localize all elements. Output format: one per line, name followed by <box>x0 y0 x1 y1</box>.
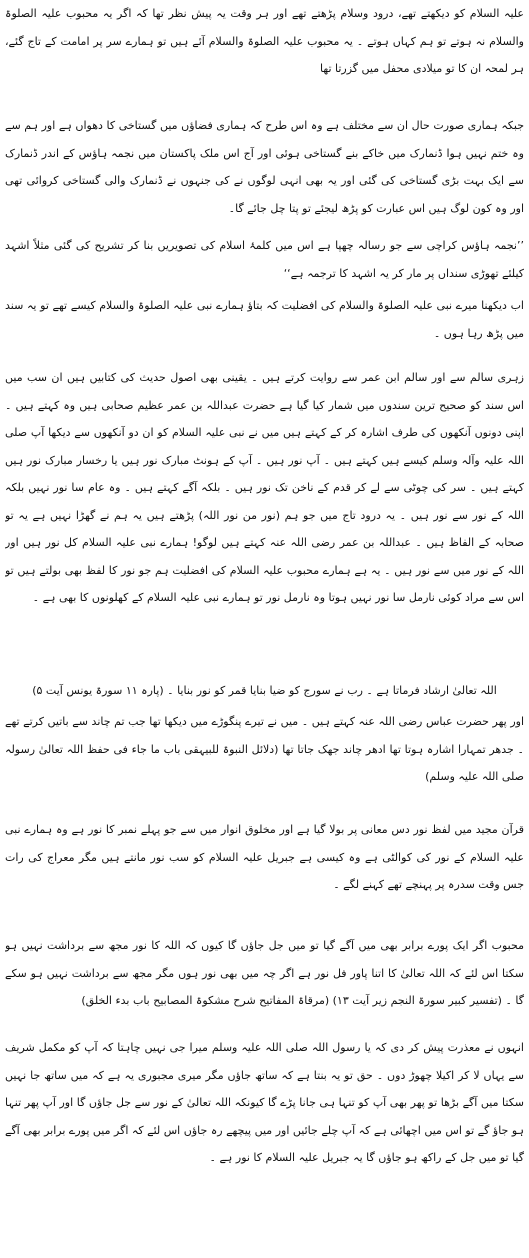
paragraph-7: اور پھر حضرت عباس رضی اللہ عنہ کہتے ہیں ۔ میں نے تیرے پنگوڑے میں دیکھا تھا جب تم چاند سے باتیں کرتے تھے ۔ جدھر تمہارا اشارہ ہوتا تھا ادھر چاند جھک جاتا تھا (دلائل النبوۃ للبیہقی باب ما جاء فی حفظ اللہ تعالیٰ رسولہ صلی اللہ علیہ وسلم) <box>5 715 524 783</box>
paragraph-6-verse: اللہ تعالیٰ ارشاد فرماتا ہے ۔ رب نے سورج کو ضیا بنایا قمر کو نور بنایا ۔ (پارہ ۱۱ سورۃ یونس آیت ۵) <box>32 684 497 697</box>
paragraph-3-quote: ’’نجمہ ہاؤس کراچی سے جو رسالہ چھپا ہے اس میں کلمۂ اسلام کی تصویریں بنا کر تشریح کی گئی مثلاً اشہد کیلئے تھوڑی سنداں پر مار کر یہ اشہد کا ترجمہ ہے‘‘ <box>5 239 524 280</box>
paragraph-1: علیہ السلام کو دیکھتے تھے، درود وسلام پڑھتے تھے اور ہر وقت یہ پیش نظر تھا کہ اگر یہ محبوب علیہ الصلوۃ والسلام نہ ہوتے تو ہم کہاں ہوتے ۔ یہ محبوب علیہ الصلوۃ والسلام آئے ہیں تو ہمارے سر پر امامت کے تاج گئے، ہر لمحہ ان کا تو میلادی محفل میں گزرتا تھا <box>5 7 524 75</box>
paragraph-2: جبکہ ہماری صورت حال ان سے مختلف ہے وہ اس طرح کہ ہماری فضاؤں میں گستاخی کا دھواں ہے اور ہم سے وہ ختم نہیں ہوا ڈنمارک میں خاکے بنے گستاخی ہوئی اور آج اس ملک پاکستان میں نجمہ ہاؤس کے اندر ڈنمارک سے ایک بہت بڑی گستاخی کی گئی اور یہ بھی انہی لوگوں نے کی جنہوں نے ڈنمارک والی گستاخی کروائی تھی اور وہ کون لوگ ہیں اس عبارت کو پڑھ لیجئے تو پتا چل جائے گا۔ <box>5 119 524 215</box>
paragraph-5: زہری سالم سے اور سالم ابن عمر سے روایت کرتے ہیں ۔ یقینی بھی اصول حدیث کی کتابیں ہیں ان سب میں اس سند کو صحیح ترین سندوں میں شمار کیا گیا ہے حضرت عبداللہ بن عمر عظیم صحابی ہیں وہ کہتے ہیں ۔ اپنی دونوں آنکھوں کی طرف اشارہ کر کے کہتے ہیں میں نے نبی علیہ السلام کو ان دو آنکھوں سے دیکھا آپ صلی اللہ علیہ وآلہ وسلم کیسے ہیں کہتے ہیں ۔ آپ نور ہیں ۔ آپ کے ہونٹ مبارک نور ہیں یا رخسار مبارک نور ہیں کہتے ہیں ۔ سر کی چوٹی سے لے کر قدم کے ناخن تک نور ہیں ۔ بلکہ آگے کہتے ہیں ۔ وہ عام سا نور نہیں بلکہ اللہ کے نور سے نور ہیں ۔ یہ درود تاج میں جو ہم (نور من نور اللہ) پڑھتے ہیں یہ ہم نے گھڑا نہیں ہے یہ تو صحابہ کے الفاظ ہیں ۔ عبداللہ بن عمر رضی اللہ عنہ کہتے ہیں لوگو! ہمارے نبی علیہ السلام کل نور ہیں اور اللہ کے نور میں سے نور ہیں ۔ یہ ہے ہمارے محبوب علیہ السلام کی افضلیت ہم جو نور کا لفظ بھی بولتے ہیں تو اس سے مراد کوئی نارمل سا نور نہیں ہوتا وہ نارمل نور تو ہمارے نبی علیہ السلام کے کھلونوں کا بھی ہے ۔ <box>5 371 524 604</box>
paragraph-9: محبوب اگر ایک پورے برابر بھی میں آگے گیا تو میں جل جاؤں گا کیوں کہ اللہ کا نور مجھ سے برداشت نہیں ہو سکتا اس لئے کہ اللہ تعالیٰ کا اتنا پاور فل نور ہے اگر چہ میں بھی نور ہوں مگر مجھ سے برداشت نہیں ہو سکے گا ۔ (تفسیر کبیر سورۃ النجم زیر آیت ۱۳) (مرقاۃ المفاتیح شرح مشکوۃ المصابیح باب بدء الخلق) <box>5 939 524 1007</box>
paragraph-10: انہوں نے معذرت پیش کر دی کہ یا رسول اللہ صلی اللہ علیہ وسلم میرا جی نہیں چاہتا کہ آپ کو مکمل شریف سے یہاں لا کر اکیلا چھوڑ دوں ۔ حق تو یہ بنتا ہے کہ ساتھ جاؤں مگر میری مجبوری یہ ہے کہ میں ساتھ جا نہیں سکتا میں آگے بڑھا تو پھر بھی آپ کو تنہا ہی جانا پڑے گا کیونکہ اللہ تعالیٰ کے نور سے جل جاؤں گا اور آپ پھر تنہا ہو جاؤ گے تو اس میں اچھائی ہے کہ آپ چلے جائیں اور میں پیچھے رہ جاؤں اس لئے کہ اگر میں پورے برابر بھی آگے گیا تو میں جل کے راکھ ہو جاؤں گا یہ جبریل علیہ السلام کا نور ہے ۔ <box>5 1041 524 1164</box>
paragraph-4: اب دیکھنا میرے نبی علیہ الصلوۃ والسلام کی افضلیت کہ بتاؤ ہمارے نبی علیہ الصلوۃ والسلام کیسے تھے تو یہ سند میں پڑھ رہا ہوں ۔ <box>5 299 524 340</box>
paragraph-8: قرآن مجید میں لفظ نور دس معانی پر بولا گیا ہے اور مخلوق انوار میں سے جو پہلے نمبر کا نور ہے وہ ہمارے نبی علیہ السلام کے نور کی کوالٹی ہے وہ کیسی ہے جبریل علیہ السلام کو سب نور مانتے ہیں مگر معراج کی رات جس وقت سدرہ پر پہنچے تھے کہنے لگے ۔ <box>5 823 524 891</box>
